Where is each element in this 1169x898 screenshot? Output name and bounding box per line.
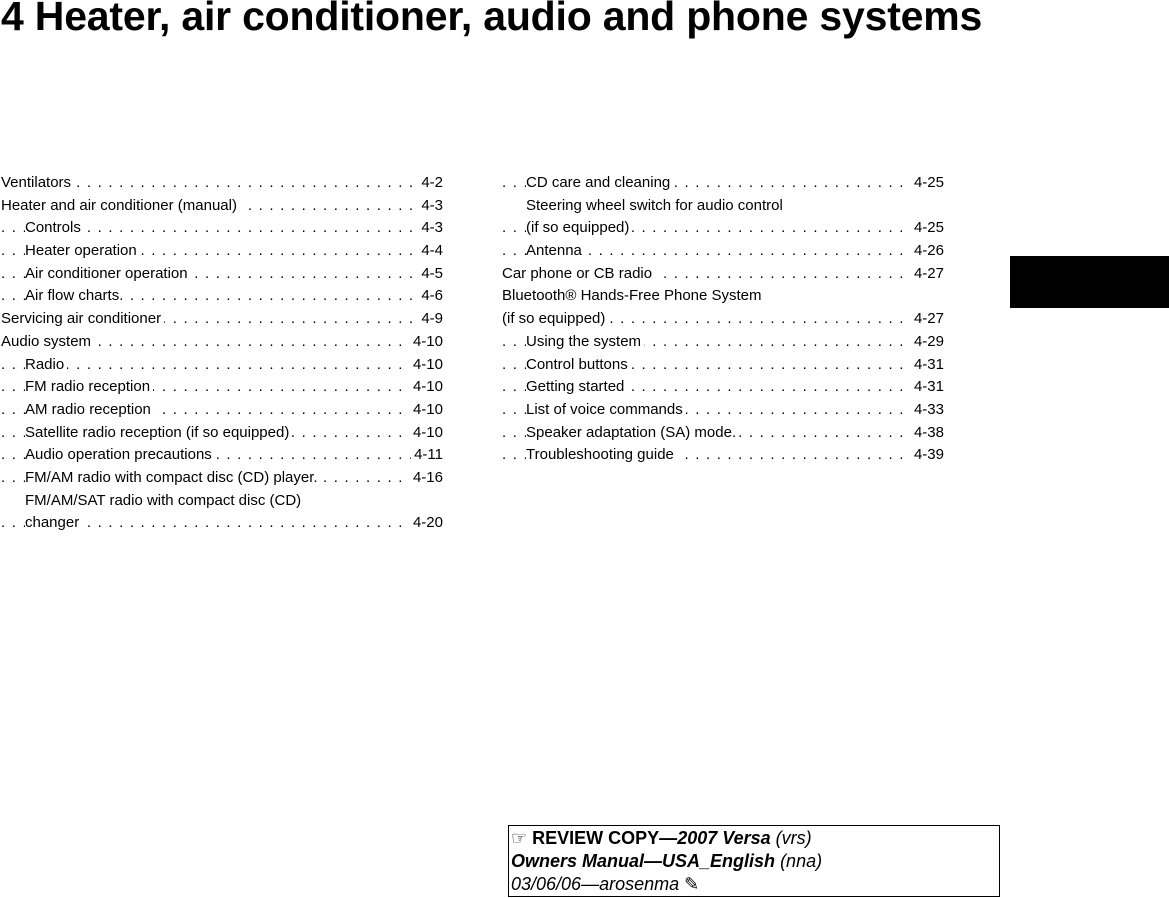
toc-entry-label: Speaker adaptation (SA) mode.: [526, 424, 739, 441]
toc-entry-label: Audio operation precautions: [25, 446, 215, 463]
dot-leader: [1, 354, 443, 377]
toc-entry-label: FM/AM/SAT radio with compact disc (CD): [25, 492, 304, 509]
toc-entry[interactable]: [1, 240, 443, 263]
toc-entry-page: 4-16: [410, 467, 443, 490]
toc-entry-label: Servicing air conditioner: [1, 310, 164, 327]
toc-entry-label: changer: [25, 514, 82, 531]
toc-entry[interactable]: [502, 195, 944, 218]
review-line-3: [511, 873, 997, 896]
toc-entry-label: Air flow charts.: [25, 287, 126, 304]
toc-entry[interactable]: [1, 512, 443, 535]
toc-entry-label: Heater operation: [25, 242, 140, 259]
toc-entry-label: Satellite radio reception (if so equipped): [25, 424, 292, 441]
toc-entry[interactable]: [1, 172, 443, 195]
toc-entry-page: 4-20: [410, 512, 443, 535]
toc-entry-label: (if so equipped): [526, 219, 632, 236]
toc-left-column: [1, 172, 443, 535]
toc-entry[interactable]: [502, 217, 944, 240]
toc-entry-page: 4-31: [911, 376, 944, 399]
toc-entry[interactable]: [1, 285, 443, 308]
toc-entry-page: 4-29: [911, 331, 944, 354]
toc-entry[interactable]: [502, 331, 944, 354]
toc-entry[interactable]: [1, 422, 443, 445]
toc-entry-page: 4-38: [911, 422, 944, 445]
toc-entry-label: Heater and air conditioner (manual): [1, 197, 240, 214]
review-copy-label: REVIEW COPY—: [532, 828, 678, 848]
chapter-title: 4 Heater, air conditioner, audio and phone systems: [1, 0, 983, 39]
toc-entry-label: Ventilators: [1, 174, 74, 191]
toc-entry-page: 4-27: [911, 263, 944, 286]
toc-entry-page: 4-2: [418, 172, 443, 195]
toc-entry-label: Controls: [25, 219, 84, 236]
toc-entry-page: 4-10: [410, 376, 443, 399]
toc-entry-label: Car phone or CB radio: [502, 265, 655, 282]
toc-entry-label: AM radio reception: [25, 401, 154, 418]
toc-entry-page: 4-6: [418, 285, 443, 308]
toc-entry-label: Bluetooth® Hands-Free Phone System: [502, 287, 765, 304]
toc-entry[interactable]: [502, 172, 944, 195]
toc-entry-page: 4-31: [911, 354, 944, 377]
toc-entry-page: 4-10: [410, 399, 443, 422]
toc-entry[interactable]: [502, 308, 944, 331]
manual-code: (nna): [775, 851, 823, 871]
toc-entry-label: Antenna: [526, 242, 585, 259]
toc-entry[interactable]: [1, 308, 443, 331]
toc-entry-label: Getting started: [526, 378, 627, 395]
toc-entry-page: 4-3: [418, 217, 443, 240]
toc-entry-page: 4-10: [410, 354, 443, 377]
toc-entry[interactable]: [1, 217, 443, 240]
toc-entry-label: Air conditioner operation: [25, 265, 191, 282]
toc-entry[interactable]: [1, 354, 443, 377]
toc-entry[interactable]: [502, 354, 944, 377]
toc-entry-page: 4-39: [911, 444, 944, 467]
toc-entry[interactable]: [1, 263, 443, 286]
toc-right-column: [502, 172, 944, 467]
toc-entry[interactable]: [1, 399, 443, 422]
toc-entry[interactable]: [1, 467, 443, 490]
writing-hand-icon: ✎: [684, 874, 700, 894]
toc-entry-label: List of voice commands: [526, 401, 686, 418]
toc-entry[interactable]: [1, 195, 443, 218]
toc-entry-page: 4-10: [410, 331, 443, 354]
toc-entry-label: Steering wheel switch for audio control: [526, 197, 786, 214]
toc-entry-label: Audio system: [1, 333, 94, 350]
toc-entry-page: 4-25: [911, 217, 944, 240]
toc-entry[interactable]: [502, 263, 944, 286]
toc-entry-label: Troubleshooting guide: [526, 446, 677, 463]
toc-entry-page: 4-27: [911, 308, 944, 331]
toc-entry-page: 4-11: [411, 444, 443, 467]
toc-entry[interactable]: [502, 422, 944, 445]
pointing-hand-icon: ☞: [511, 828, 528, 848]
toc-entry-label: Radio: [25, 356, 67, 373]
toc-entry[interactable]: [1, 376, 443, 399]
toc-entry[interactable]: [1, 444, 443, 467]
toc-entry-label: CD care and cleaning: [526, 174, 673, 191]
toc-entry[interactable]: [502, 376, 944, 399]
toc-entry-page: 4-3: [418, 195, 443, 218]
review-line-2: [511, 850, 997, 873]
toc-entry-page: 4-10: [410, 422, 443, 445]
chapter-tab-marker: [1010, 256, 1169, 308]
toc-entry-page: 4-33: [911, 399, 944, 422]
toc-entry[interactable]: [502, 285, 944, 308]
toc-entry[interactable]: [1, 331, 443, 354]
toc-entry[interactable]: [502, 399, 944, 422]
review-line-1: [511, 827, 997, 850]
toc-entry-label: FM/AM radio with compact disc (CD) player.: [25, 469, 321, 486]
toc-entry-label: FM radio reception: [25, 378, 153, 395]
toc-entry[interactable]: [1, 490, 443, 513]
toc-entry[interactable]: [502, 444, 944, 467]
review-copy-box: [508, 825, 1000, 897]
toc-entry-label: Using the system: [526, 333, 644, 350]
vehicle-code: (vrs): [770, 828, 812, 848]
toc-entry-page: 4-4: [418, 240, 443, 263]
toc-entry-page: 4-25: [911, 172, 944, 195]
toc-entry-page: 4-5: [418, 263, 443, 286]
vehicle-model: 2007 Versa: [677, 828, 771, 848]
toc-entry-page: 4-26: [911, 240, 944, 263]
toc-entry-label: Control buttons: [526, 356, 631, 373]
toc-entry-label: (if so equipped): [502, 310, 608, 327]
manual-name: Owners Manual—USA_English: [511, 851, 776, 871]
review-date-author: 03/06/06—arosenma: [511, 874, 680, 894]
toc-entry[interactable]: [502, 240, 944, 263]
toc-entry-page: 4-9: [418, 308, 443, 331]
